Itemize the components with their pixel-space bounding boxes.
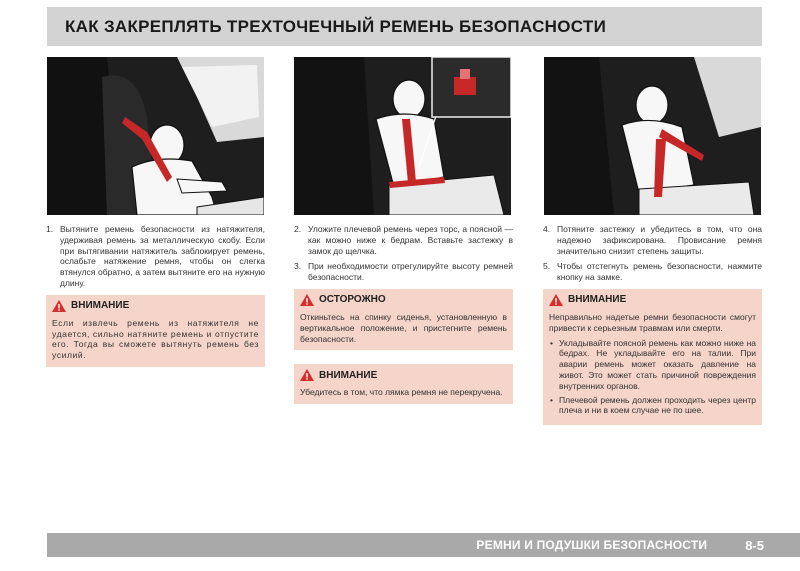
illustration-pull-belt xyxy=(47,57,264,215)
photo-step-2 xyxy=(294,57,511,215)
steps-list xyxy=(294,224,513,283)
warning-title: ВНИМАНИЕ xyxy=(71,300,130,312)
warning-triangle-icon xyxy=(52,300,66,312)
bullet-item: • Плечевой ремень должен проходить через центр плеча и ни в коем случае не по шее. xyxy=(549,395,756,417)
warning-box xyxy=(543,289,762,425)
warning-text: Убедитесь в том, что лямка ремня не перекручена. xyxy=(300,387,503,398)
step-item: 1. Вытяните ремень безопасности из натяжителя, удерживая ремень за металлическую скобу. Если при вытягивании натяжитель заблокирует ремень, ослабьте натяжение ремня, чтобы он слегка втянулся обратно, а затем вытяните его на нужную длину. xyxy=(46,224,265,288)
step-item: 2. Уложите плечевой ремень через торс, а поясной — как можно ниже к бедрам. Вставьте застежку в замок до щелчка. xyxy=(294,224,513,256)
warning-box xyxy=(46,295,265,367)
column-2 xyxy=(294,224,513,404)
warning-title: ВНИМАНИЕ xyxy=(319,369,378,381)
steps-list xyxy=(46,224,265,289)
warning-triangle-icon xyxy=(549,294,563,306)
photo-step-3 xyxy=(544,57,761,215)
steps-list xyxy=(543,224,762,283)
caution-box xyxy=(294,289,513,350)
column-1 xyxy=(46,224,265,367)
column-3 xyxy=(543,224,762,425)
warning-text: Неправильно надетые ремни безопасности смогут привести к серьезным травмам или смерти. xyxy=(549,311,756,333)
caution-title: ОСТОРОЖНО xyxy=(319,294,386,306)
warning-triangle-icon xyxy=(300,294,314,306)
illustration-insert-buckle xyxy=(294,57,511,215)
bullet-item: • Укладывайте поясной ремень как можно ниже на бедрах. Не укладывайте его на талии. При аварии ремень может оказать давление на живот. Это может стать причиной повреждения внутренних органов. xyxy=(549,338,756,392)
step-item: 3. При необходимости отрегулируйте высоту ремней безопасности. xyxy=(294,261,513,283)
footer-bar xyxy=(47,533,800,557)
title-bar xyxy=(47,7,762,46)
step-item: 4. Потяните застежку и убедитесь в том, что она надежно зафиксирована. Провисание ремня значительно снизит степень защиты. xyxy=(543,224,762,256)
page-number: 8-5 xyxy=(745,537,764,553)
warning-box xyxy=(294,364,513,404)
warning-text: Если извлечь ремень из натяжителя не удается, сильно натяните ремень и отпустите его. Тогда вы сможете вытянуть ремень без усилий. xyxy=(52,317,259,361)
step-item: 5. Чтобы отстегнуть ремень безопасности, нажмите кнопку на замке. xyxy=(543,261,762,283)
illustration-check-buckle xyxy=(544,57,761,215)
warning-title: ВНИМАНИЕ xyxy=(568,294,627,306)
warning-triangle-icon xyxy=(300,369,314,381)
caution-text: Откиньтесь на спинку сиденья, установленную в вертикальное положение, и пристегните ремень безопасности. xyxy=(300,311,507,344)
warning-bullets xyxy=(549,338,756,417)
section-title: РЕМНИ И ПОДУШКИ БЕЗОПАСНОСТИ xyxy=(476,538,708,552)
photo-step-1 xyxy=(47,57,264,215)
page-title: КАК ЗАКРЕПЛЯТЬ ТРЕХТОЧЕЧНЫЙ РЕМЕНЬ БЕЗОПАСНОСТИ xyxy=(65,16,607,36)
